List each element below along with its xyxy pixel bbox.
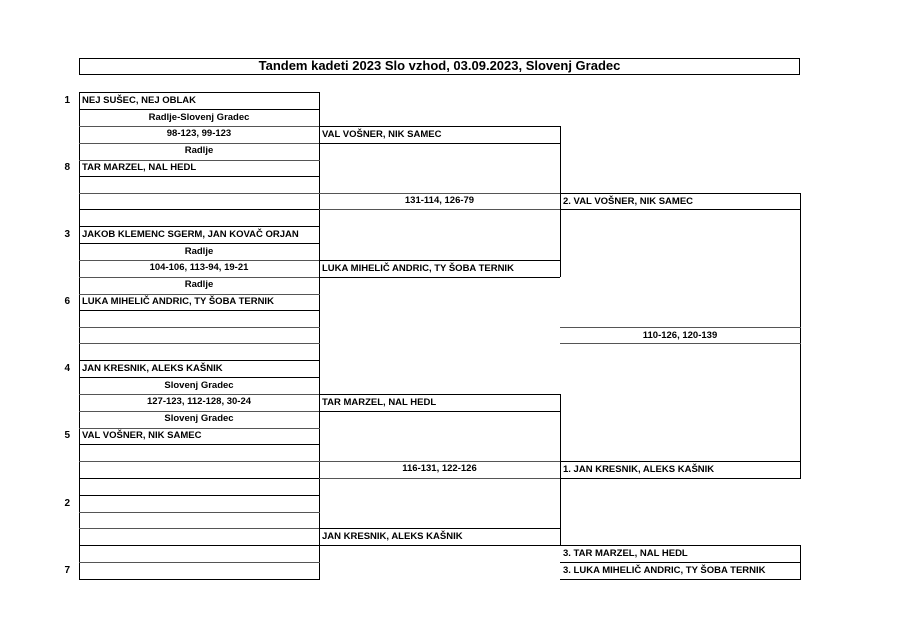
match-score: 131-114, 126-79 — [404, 195, 475, 206]
advancing-pair: JAN KRESNIK, ALEKS KAŠNIK — [322, 531, 463, 542]
seed-number: 3 — [64, 229, 70, 240]
match-score: 98-123, 99-123 — [166, 128, 232, 139]
player-entry: NEJ SUŠEC, NEJ OBLAK — [82, 95, 197, 106]
finalist-entry: 1. JAN KRESNIK, ALEKS KAŠNIK — [563, 464, 715, 475]
club-label: Radlje-Slovenj Gradec — [148, 112, 250, 123]
club-label: Slovenj Gradec — [164, 413, 234, 424]
advancing-pair: VAL VOŠNER, NIK SAMEC — [322, 129, 442, 140]
match-score: 127-123, 112-128, 30-24 — [146, 396, 252, 407]
club-label: Radlje — [184, 246, 214, 257]
advancing-pair: LUKA MIHELIČ ANDRIC, TY ŠOBA TERNIK — [322, 263, 514, 274]
page-title: Tandem kadeti 2023 Slo vzhod, 03.09.2023, Slovenj Gradec — [79, 58, 800, 75]
seed-number: 6 — [64, 296, 70, 307]
third-place-entry: 3. TAR MARZEL, NAL HEDL — [563, 548, 688, 559]
seed-number: 5 — [64, 430, 70, 441]
player-entry: VAL VOŠNER, NIK SAMEC — [82, 430, 202, 441]
finalist-entry: 2. VAL VOŠNER, NIK SAMEC — [563, 196, 694, 207]
player-entry: TAR MARZEL, NAL HEDL — [82, 162, 197, 173]
club-label: Radlje — [184, 279, 214, 290]
advancing-pair: TAR MARZEL, NAL HEDL — [322, 397, 437, 408]
third-place-entry: 3. LUKA MIHELIČ ANDRIC, TY ŠOBA TERNIK — [563, 565, 766, 576]
seed-number: 2 — [64, 498, 70, 509]
match-score: 116-131, 122-126 — [402, 463, 477, 474]
club-label: Radlje — [184, 145, 214, 156]
seed-number: 8 — [64, 162, 70, 173]
seed-number: 7 — [64, 565, 70, 576]
player-entry: LUKA MIHELIČ ANDRIC, TY ŠOBA TERNIK — [82, 296, 274, 307]
club-label: Slovenj Gradec — [164, 380, 234, 391]
final-score: 110-126, 120-139 — [642, 330, 718, 341]
match-score: 104-106, 113-94, 19-21 — [149, 262, 249, 273]
seed-number: 1 — [64, 95, 70, 106]
player-entry: JAKOB KLEMENC SGERM, JAN KOVAČ ORJAN — [82, 229, 299, 240]
seed-number: 4 — [64, 363, 70, 374]
player-entry: JAN KRESNIK, ALEKS KAŠNIK — [82, 363, 223, 374]
